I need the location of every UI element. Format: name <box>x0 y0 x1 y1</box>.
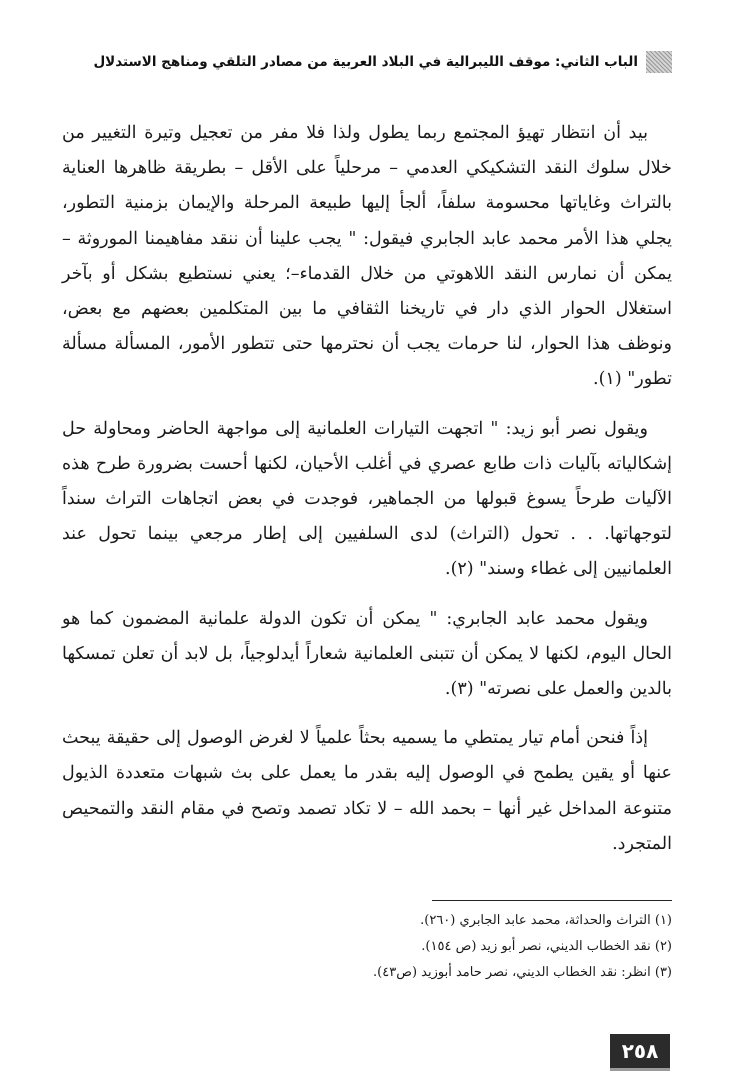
paragraph: ويقول محمد عابد الجابري: " يمكن أن تكون الدولة علمانية المضمون كما هو الحال اليوم، لكنها لا يمكن أن تتبنى العلمانية شعاراً أيدلوجياً، بل لابد أن تعلن تمسكها بالدين والعمل على نصرته" (٣). <box>62 608 672 700</box>
footnote: (٢) نقد الخطاب الديني، نصر أبو زيد (ص ١٥٤). <box>421 939 672 954</box>
footnote: (١) التراث والحداثة، محمد عابد الجابري (٢٦٠). <box>420 913 672 928</box>
paragraph: بيد أن انتظار تهيؤ المجتمع ربما يطول ولذا فلا مفر من تعجيل وتيرة التغيير من خلال سلوك النقد التشكيكي العدمي – مرحلياً على الأقل – بطريقة ظاهرها العناية بالتراث وغاياتها محسومة سلفاً، ألجأ إليها طبيعة المرحلة والإيمان بزمنية التطور، يجلي هذا الأمر محمد عابد الجابري فيقول: " يجب علينا أن ننقد مفاهيمنا الموروثة – يمكن أن نمارس النقد اللاهوتي من خلال القدماء–؛ يعني نستطيع بشكل أو بآخر استغلال الحوار الذي دار في تاريخنا الثقافي ما بين المتكلمين بعضهم مع بعض، ونوظف هذا الحوار، لنا حرمات يجب أن نحترمها حتى تتطور الأمور، المسألة مسألة تطور" (١). <box>62 123 672 390</box>
footnote: (٣) انظر: نقد الخطاب الديني، نصر حامد أبوزيد (ص٤٣). <box>373 965 672 980</box>
paragraph: إذاً فنحن أمام تيار يمتطي ما يسميه بحثاً علمياً لا لغرض الوصول إلى حقيقة يبحث عنها أو يقين يطمح في الوصول إليه بقدر ما يعمل على بث شبهات متعددة الذيول متنوعة المداخل غير أنها – بحمد الله – لا تكاد تصمد وتصح في مقام النقد والتمحيص المتجرد. <box>62 728 672 854</box>
chapter-title: الباب الثاني: موقف الليبرالية في البلاد العربية من مصادر التلقي ومناهج الاستدلال <box>93 54 638 70</box>
footnote-divider <box>432 900 672 901</box>
page-number: ٢٥٨ <box>610 1034 670 1071</box>
running-header <box>62 48 672 76</box>
header-decoration <box>646 51 672 73</box>
paragraph: ويقول نصر أبو زيد: " اتجهت التيارات العلمانية إلى مواجهة الحاضر ومحاولة حل إشكالياته بآليات ذات طابع عصري في أغلب الأحيان، لكنها أحست بضرورة طرح هذه الآليات طرحاً يسوغ قبولها من الجماهير، فوجدت في بعض اتجاهات التراث سنداً لتوجهاتها. . . تحول (التراث) لدى السلفيين إلى إطار مرجعي بينما تحول عند العلمانيين إلى غطاء وسند" (٢). <box>62 418 672 580</box>
footnotes <box>62 908 672 986</box>
main-text <box>62 116 672 876</box>
